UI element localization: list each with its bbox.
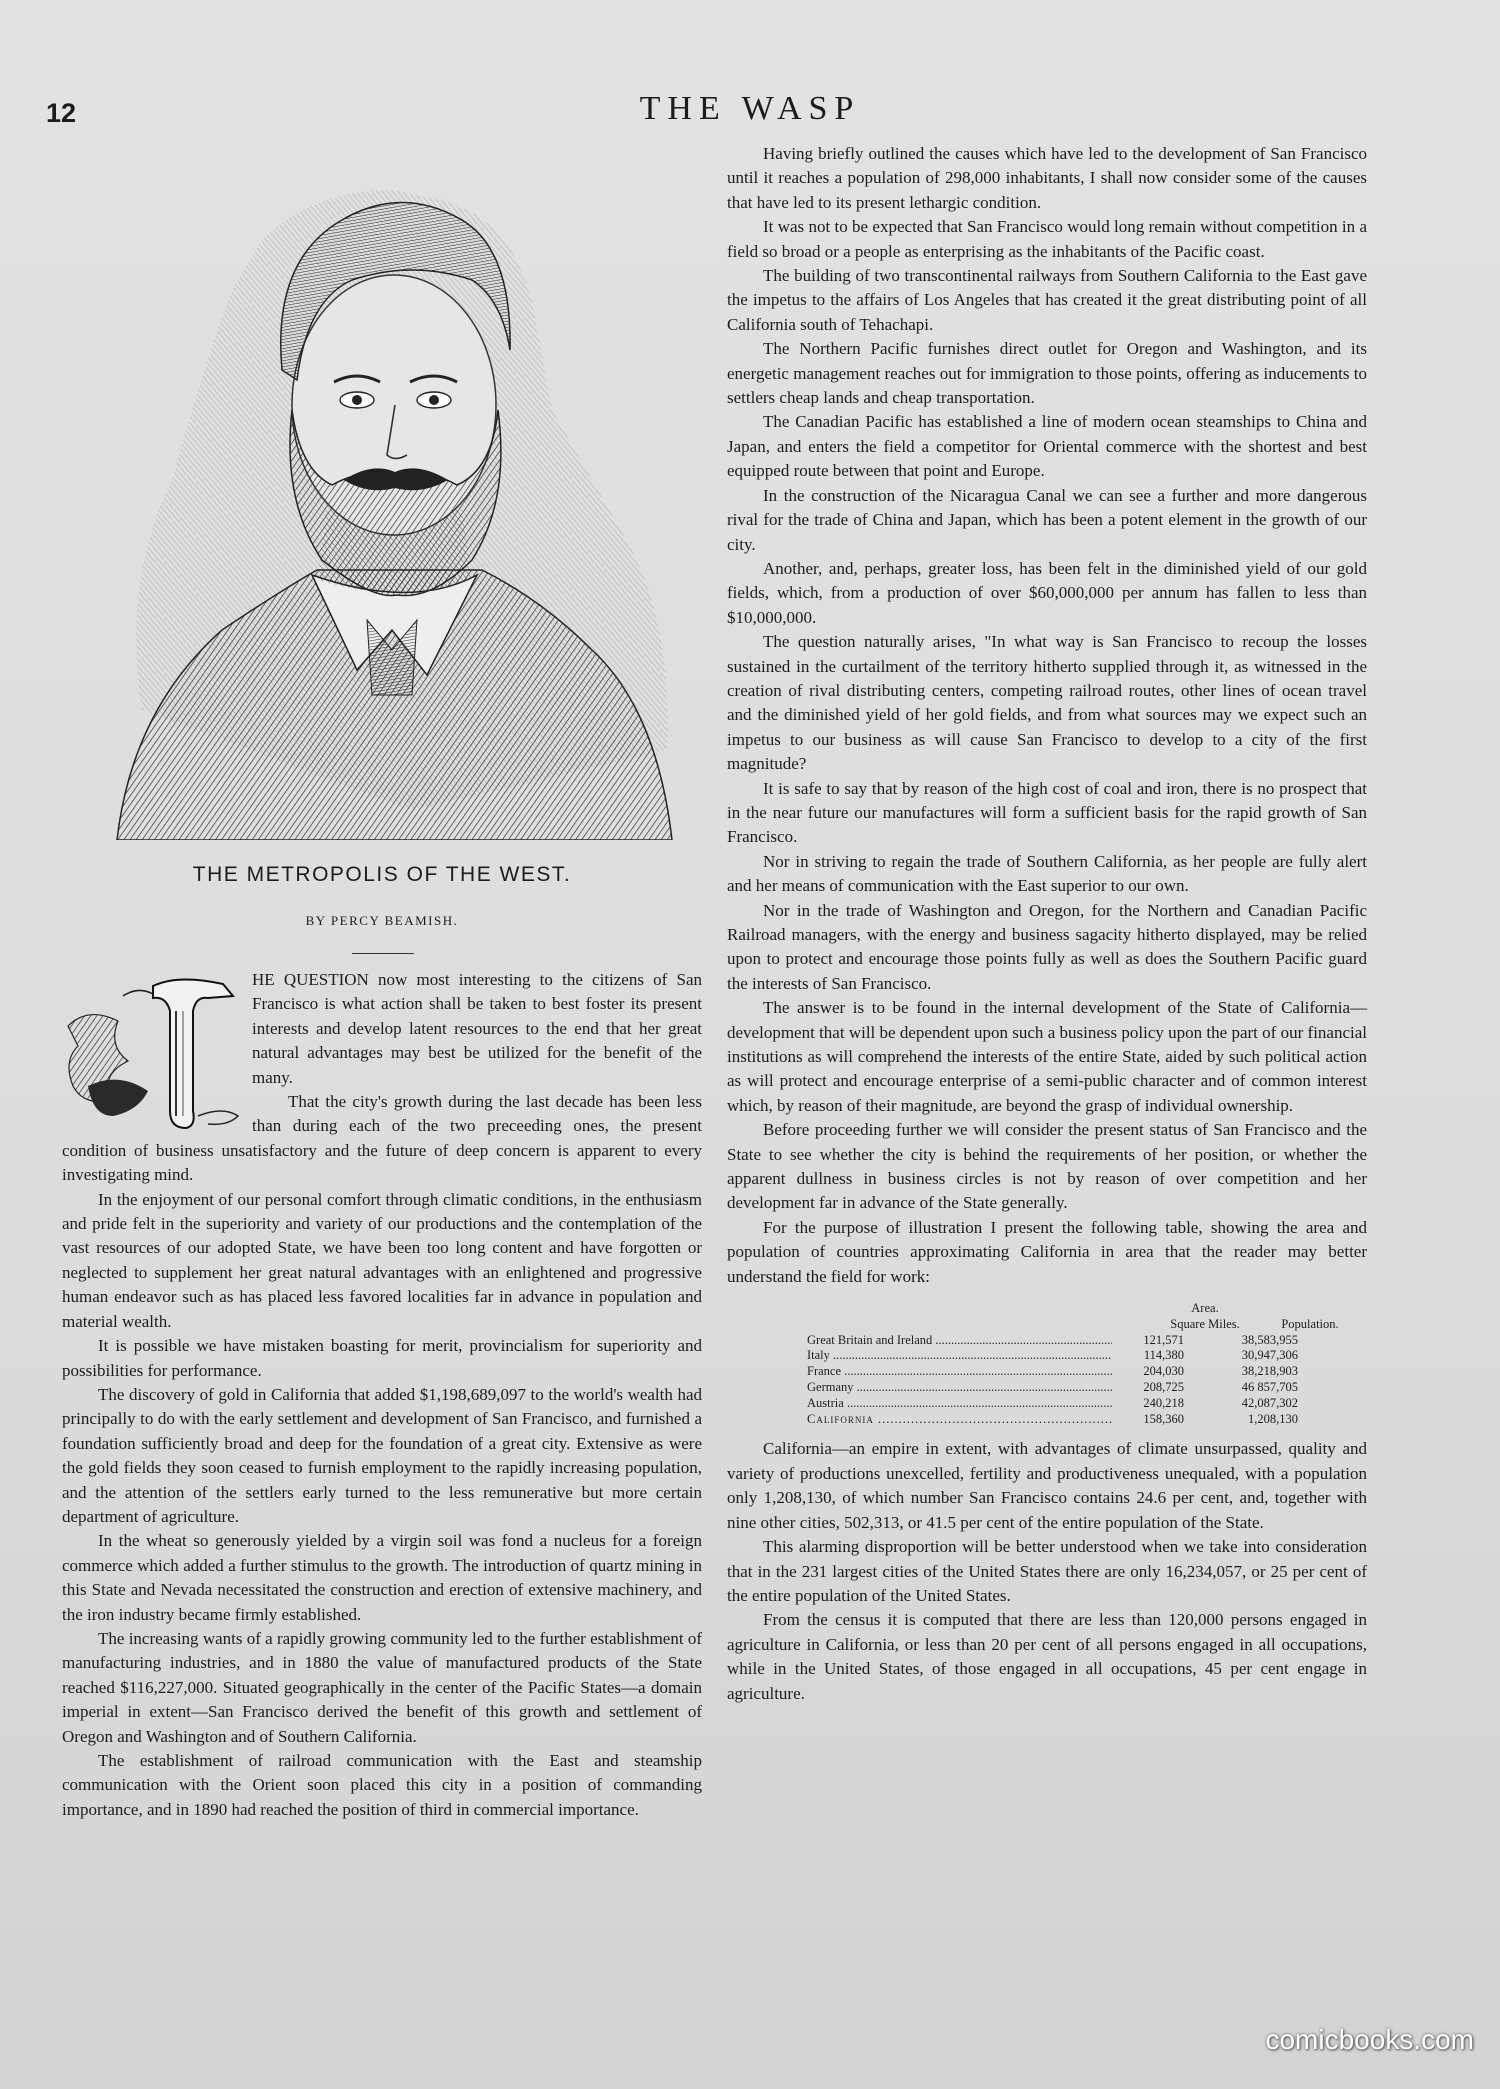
country-name: Austria ..... [807,1396,1112,1412]
portrait-engraving [112,150,677,840]
title-divider [352,953,414,954]
left-column [62,968,702,1822]
article-title: THE METROPOLIS OF THE WEST. [192,863,572,886]
right-paragraph: California—an empire in extent, with advantages of climate unsurpassed, quality and variety of productions unexcelled, fertility and productiveness unequaled, with a population only 1,208,130, of which number San Francisco contains 24.6 per cent, and, together with nine other cities, 502,313, or 41.5 per cent of the entire population of the State. [727,1439,1367,1532]
article-byline: BY PERCY BEAMISH. [305,913,459,928]
table-row [807,1333,1367,1349]
table-row [807,1380,1367,1396]
right-paragraph: For the purpose of illustration I present the following table, showing the area and population of countries approximating California in area that the reader may better understand the field for work: [727,1217,1367,1286]
country-name: France ..... [807,1364,1112,1380]
country-area: 121,571 [1143,1332,1184,1347]
right-paragraph: It was not to be expected that San Francisco would long remain without competition in a field so broad or a people as enterprising as the inhabitants of the Pacific coast. [727,217,1367,261]
right-paragraph: The answer is to be found in the internal development of the State of California—development that will be dependent upon such a business policy upon the part of our financial institutions as will comprehend the interests of the entire State, aided by such political action as will protect and encourage enterprise of a semi-public character and of common interest which, by reason of their magnitude, are beyond the grasp of individual ownership. [727,998,1367,1115]
area-population-table [727,1301,1367,1427]
right-paragraph: Nor in striving to regain the trade of Southern California, as her people are fully alert and her means of communication with the East superior to our own. [727,851,1367,896]
country-area: 208,725 [1143,1380,1184,1395]
area-subheader-label: Square Miles. [1170,1316,1240,1331]
table-row [807,1412,1367,1428]
left-paragraph: The discovery of gold in California that added $1,198,689,097 to the world's wealth had principally to do with the early settlement and development of San Francisco, and furnished a foundation sufficiently broad and deep for the foundation of a great city. Extensive as were the gold fields they soon ceased to furnish employment to the rapidly increasing population, and the attention of the settlers early turned to the less remunerative but more certain department of agriculture. [62,1384,702,1526]
right-paragraph: The Canadian Pacific has established a line of modern ocean steamships to China and Japan, and enters the field a competitor for Oriental commerce with the shortest and best equipped route between that point and Europe. [727,412,1367,481]
dropcap-spacer [62,968,252,1118]
right-paragraph: Nor in the trade of Washington and Oregon, for the Northern and Canadian Pacific Railroad managers, with the energy and business sagacity hitherto displayed, may be relied upon to protect and encourage those points fully as well as does the Southern Pacific guard the interests of San Francisco. [727,900,1367,993]
table-row [807,1348,1367,1364]
left-paragraph: The establishment of railroad communication with the East and steamship communication with the Orient soon placed this city in a position of commanding importance, and in 1890 had reached the position of third in commercial importance. [62,1751,702,1819]
country-area: 114,380 [1143,1348,1184,1363]
right-column [727,142,1367,1706]
left-paragraph: That the city's growth during the last decade has been less than during each of the two preceeding ones, the present condition of business unsatisfactory and the future of deep concern is apparent to every investigating mind. [62,1092,702,1185]
page-number: 12 [46,98,77,128]
left-paragraph: It is possible we have mistaken boasting for merit, provincialism for superiority and possibilities for performance. [62,1336,702,1380]
country-population: 46 857,705 [1241,1380,1298,1395]
right-paragraph: It is safe to say that by reason of the high cost of coal and iron, there is no prospect that in the near future our manufactures will form a sufficient basis for the rapid growth of San Francisco. [727,778,1367,847]
right-paragraph: Having briefly outlined the causes which have led to the development of San Francisco until it reaches a population of 298,000 inhabitants, I shall now consider some of the causes that have led to its present lethargic condition. [727,144,1367,212]
left-paragraph: The increasing wants of a rapidly growing community led to the further establishment of manufacturing industries, and in 1880 the value of manufactured products of the State reached $116,227,000. Situated geographically in the center of the Pacific States—a domain imperial in extent—San Francisco derived the benefit of this growth and settlement of Oregon and Washington and of Southern California. [62,1628,702,1746]
right-paragraph: Another, and, perhaps, greater loss, has been felt in the diminished yield of our gold fields, which, from a production of over $60,000,000 per annum has fallen to less than $10,000,000. [727,558,1367,627]
country-population: 1,208,130 [1248,1411,1298,1426]
population-header: Population. [1281,1316,1339,1331]
right-paragraph: In the construction of the Nicaragua Canal we can see a further and more dangerous rival for the trade of China and Japan, which has been a potent element in the growth of our city. [727,485,1367,554]
right-paragraph: The Northern Pacific furnishes direct outlet for Oregon and Washington, and its energetic management reaches out for immigration to those points, offering as inducements to settlers cheap lands and cheap transportation. [727,339,1367,408]
table-row [807,1364,1367,1380]
right-paragraph: The question naturally arises, "In what way is San Francisco to recoup the losses sustained in the curtailment of the territory hitherto supplied through it, as witnessed in the creation of rival distributing centers, competing railroad routes, other lines of ocean travel and the diminished yield of her gold fields, and from what sources may we expect such an impetus to our business as will cause San Francisco to develop to a city of the first magnitude? [727,632,1367,774]
masthead: THE WASP [639,90,861,127]
country-name: Italy ..... [807,1348,1112,1364]
country-area: 158,360 [1143,1411,1184,1426]
right-paragraph: The building of two transcontinental railways from Southern California to the East gave the impetus to the affairs of Los Angeles that has created it the great distributing point of all California south of Tehachapi. [727,266,1367,334]
country-name: California ..... [807,1412,1112,1428]
country-population: 42,087,302 [1241,1395,1298,1410]
right-paragraph: This alarming disproportion will be better understood when we take into consideration that in the 231 largest cities of the United States there are only 16,234,057, or 25 per cent of the entire population of the United States. [727,1537,1367,1605]
country-area: 240,218 [1143,1395,1184,1410]
area-header-label: Area. [1191,1301,1219,1316]
right-paragraph: Before proceeding further we will consider the present status of San Francisco and the State to see whether the city is behind the requirements of her position, or whether the apparent dullness in business circles is not by reason of over competition and her development far in advance of the State generally. [727,1120,1367,1213]
left-paragraph: In the wheat so generously yielded by a virgin soil was fond a nucleus for a foreign commerce which added a further stimulus to the growth. The introduction of quartz mining in this State and Nevada necessitated the construction and erection of extensive machinery, and the iron industry became firmly established. [62,1531,702,1624]
country-area: 204,030 [1143,1364,1184,1379]
country-population: 30,947,306 [1241,1348,1298,1363]
left-paragraph: In the enjoyment of our personal comfort through climatic conditions, in the enthusiasm and pride felt in the superiority and variety of our productions and the contemplation of the vast resources of our adopted State, we have been too long content and have forgotten or neglected to supplement her great natural advantages with an enlightened and progressive human endeavor such as has placed less favored localities far in advance in population and material wealth. [62,1189,702,1331]
country-population: 38,218,903 [1241,1364,1298,1379]
country-name: Germany ..... [807,1380,1112,1396]
table-row [807,1396,1367,1412]
right-paragraph: From the census it is computed that there are less than 120,000 persons engaged in agriculture in California, or less than 20 per cent of all persons engaged in all occupations, while in the United States, of those engaged in all occupations, 45 per cent engage in agriculture. [727,1610,1367,1703]
country-population: 38,583,955 [1241,1332,1298,1347]
country-name: Great Britain and Ireland ..... [807,1333,1112,1349]
table-header [727,1301,1367,1333]
area-header [1155,1301,1255,1333]
watermark: comicbooks.com [1265,2024,1474,2055]
left-paragraph: HE QUESTION now most interesting to the citizens of San Francisco is what action shall be taken to best foster its present interests and develop latent resources to the end that her great natural advantages may best be utilized for the benefit of the many. [252,970,702,1087]
